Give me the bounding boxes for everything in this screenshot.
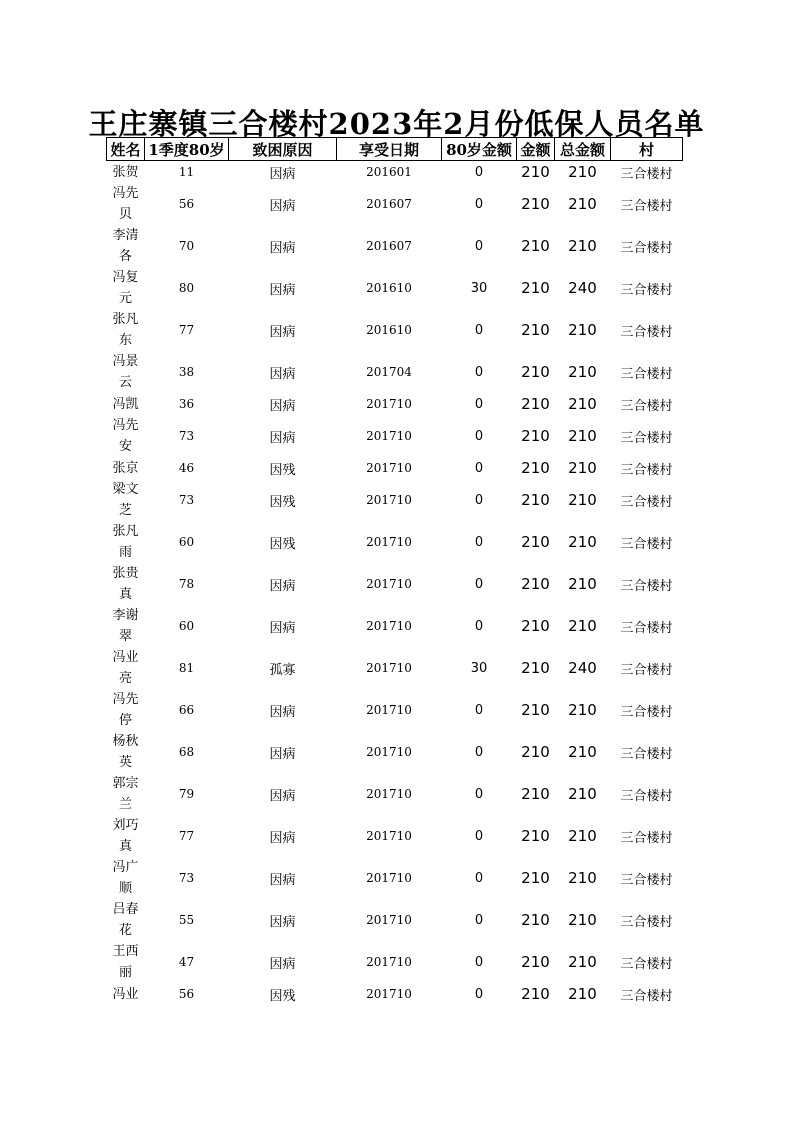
table-row (107, 309, 683, 351)
cell-name-part: 顺 (118, 881, 132, 896)
cell-reason: 因病 (269, 166, 296, 182)
cell-total: 210 (568, 363, 597, 381)
cell-date: 201710 (366, 987, 412, 1001)
cell-name-part: 兰 (118, 797, 132, 812)
cell-village: 三合楼村 (620, 746, 673, 762)
cell-village: 三合楼村 (620, 494, 673, 510)
cell-name (107, 479, 145, 521)
cell-amount: 210 (521, 869, 550, 887)
cell-name-part: 刘巧 (112, 818, 139, 833)
cell-date: 201610 (366, 281, 412, 295)
cell-name-part: 张凡 (112, 312, 139, 327)
cell-name-part: 云 (118, 375, 132, 390)
cell-village: 三合楼村 (620, 914, 673, 930)
cell-total: 210 (568, 911, 597, 929)
table-row (107, 731, 683, 773)
cell-q1: 36 (178, 397, 195, 411)
cell-reason: 因病 (269, 430, 296, 446)
cell-amount: 210 (521, 785, 550, 803)
cell-date: 201710 (366, 829, 412, 843)
cell-amount: 210 (521, 743, 550, 761)
cell-reason: 因残 (269, 494, 296, 510)
cell-reason: 因病 (269, 704, 296, 720)
cell-amount: 210 (521, 163, 550, 181)
cell-village: 三合楼村 (620, 788, 673, 804)
table-row (107, 941, 683, 983)
cell-q1: 73 (178, 871, 195, 885)
header-80-amount: 80岁金额 (442, 138, 517, 161)
cell-total: 210 (568, 743, 597, 761)
cell-reason: 因病 (269, 872, 296, 888)
cell-reason: 因病 (269, 956, 296, 972)
cell-name-part: 冯业 (112, 650, 139, 665)
cell-total: 210 (568, 575, 597, 593)
cell-total: 210 (568, 237, 597, 255)
cell-q1: 47 (178, 955, 195, 969)
cell-date: 201710 (366, 397, 412, 411)
cell-reason: 因病 (269, 788, 296, 804)
cell-village: 三合楼村 (620, 198, 673, 214)
cell-village: 三合楼村 (620, 462, 673, 478)
cell-amount: 210 (521, 617, 550, 635)
cell-reason: 因病 (269, 366, 296, 382)
cell-reason: 因病 (269, 746, 296, 762)
cell-name-part: 冯广 (112, 860, 139, 875)
cell-80-amount: 0 (474, 744, 484, 760)
cell-q1: 80 (178, 281, 195, 295)
cell-name-part: 李清 (112, 228, 139, 243)
cell-reason: 因病 (269, 830, 296, 846)
cell-q1: 60 (178, 619, 195, 633)
cell-name-part: 冯复 (112, 270, 139, 285)
table-row (107, 899, 683, 941)
cell-total: 210 (568, 321, 597, 339)
table-row (107, 815, 683, 857)
cell-name-part: 英 (118, 755, 132, 770)
table-row (107, 857, 683, 899)
table-row (107, 267, 683, 309)
header-q1-80: 1季度80岁 (145, 138, 229, 161)
cell-amount: 210 (521, 953, 550, 971)
cell-reason: 因病 (269, 620, 296, 636)
cell-q1: 70 (178, 239, 195, 253)
cell-village: 三合楼村 (620, 324, 673, 340)
cell-total: 210 (568, 617, 597, 635)
cell-total: 210 (568, 985, 597, 1003)
cell-name-part: 张凡 (112, 524, 139, 539)
cell-name (107, 267, 145, 309)
cell-name (107, 457, 145, 479)
cell-date: 201710 (366, 745, 412, 759)
cell-name-part: 元 (118, 291, 132, 306)
cell-village: 三合楼村 (620, 662, 673, 678)
cell-q1: 78 (178, 577, 195, 591)
cell-village: 三合楼村 (620, 704, 673, 720)
cell-80-amount: 30 (470, 660, 488, 676)
cell-name-part: 冯景 (112, 354, 139, 369)
cell-amount: 210 (521, 911, 550, 929)
cell-total: 210 (568, 459, 597, 477)
cell-amount: 210 (521, 195, 550, 213)
cell-name (107, 225, 145, 267)
cell-80-amount: 0 (474, 534, 484, 550)
table-row (107, 161, 683, 184)
cell-total: 210 (568, 701, 597, 719)
cell-name-part: 张贺 (112, 164, 139, 180)
cell-name (107, 647, 145, 689)
cell-total: 210 (568, 869, 597, 887)
cell-date: 201710 (366, 619, 412, 633)
cell-q1: 73 (178, 429, 195, 443)
table-row (107, 647, 683, 689)
cell-date: 201704 (366, 365, 412, 379)
table-row (107, 689, 683, 731)
table-row (107, 773, 683, 815)
cell-reason: 因残 (269, 462, 296, 478)
cell-name (107, 941, 145, 983)
cell-village: 三合楼村 (620, 536, 673, 552)
cell-village: 三合楼村 (620, 830, 673, 846)
cell-name (107, 773, 145, 815)
cell-name (107, 183, 145, 225)
cell-name (107, 393, 145, 415)
cell-name-part: 亮 (118, 671, 132, 686)
cell-village: 三合楼村 (620, 988, 673, 1004)
cell-village: 三合楼村 (620, 430, 673, 446)
table-header-row (107, 138, 683, 161)
cell-name-part: 雨 (118, 545, 132, 560)
cell-name-part: 梁文 (112, 482, 139, 497)
cell-q1: 11 (178, 165, 195, 179)
table-row (107, 415, 683, 457)
cell-q1: 79 (178, 787, 195, 801)
cell-amount: 210 (521, 491, 550, 509)
header-total: 总金额 (555, 138, 611, 161)
cell-total: 210 (568, 785, 597, 803)
cell-80-amount: 0 (474, 954, 484, 970)
cell-80-amount: 0 (474, 912, 484, 928)
cell-80-amount: 0 (474, 870, 484, 886)
cell-village: 三合楼村 (620, 166, 673, 182)
cell-80-amount: 0 (474, 460, 484, 476)
cell-name-part: 贝 (118, 207, 132, 222)
cell-amount: 210 (521, 363, 550, 381)
cell-name-part: 翠 (118, 629, 132, 644)
cell-amount: 210 (521, 279, 550, 297)
cell-amount: 210 (521, 659, 550, 677)
cell-date: 201710 (366, 535, 412, 549)
cell-date: 201610 (366, 323, 412, 337)
cell-name-part: 王西 (112, 944, 139, 959)
cell-village: 三合楼村 (620, 398, 673, 414)
header-date: 享受日期 (337, 138, 442, 161)
header-amount: 金额 (517, 138, 555, 161)
table-row (107, 225, 683, 267)
header-reason: 致困原因 (229, 138, 337, 161)
cell-name-part: 冯先 (112, 186, 139, 201)
cell-reason: 因病 (269, 398, 296, 414)
cell-q1: 73 (178, 493, 195, 507)
cell-name-part: 冯凯 (112, 396, 139, 412)
table-row (107, 183, 683, 225)
cell-q1: 55 (178, 913, 195, 927)
cell-80-amount: 30 (470, 280, 488, 296)
cell-q1: 38 (178, 365, 195, 379)
table-row (107, 351, 683, 393)
cell-village: 三合楼村 (620, 578, 673, 594)
cell-name-part: 停 (118, 713, 132, 728)
table-row (107, 521, 683, 563)
cell-name-part: 冯先 (112, 692, 139, 707)
cell-name-part: 芝 (118, 503, 132, 518)
cell-amount: 210 (521, 395, 550, 413)
cell-reason: 因病 (269, 240, 296, 256)
cell-total: 210 (568, 163, 597, 181)
cell-q1: 56 (178, 197, 195, 211)
cell-total: 210 (568, 427, 597, 445)
cell-q1: 77 (178, 829, 195, 843)
cell-name-part: 东 (118, 333, 132, 348)
cell-name (107, 563, 145, 605)
cell-name (107, 857, 145, 899)
table-row (107, 605, 683, 647)
cell-80-amount: 0 (474, 196, 484, 212)
cell-name-part: 杨秋 (112, 734, 139, 749)
cell-total: 240 (568, 659, 597, 677)
cell-name (107, 161, 145, 184)
header-village: 村 (611, 138, 683, 161)
cell-reason: 孤寡 (269, 662, 296, 678)
cell-total: 210 (568, 395, 597, 413)
cell-name-part: 真 (118, 587, 132, 602)
cell-village: 三合楼村 (620, 872, 673, 888)
cell-amount: 210 (521, 321, 550, 339)
cell-reason: 因病 (269, 282, 296, 298)
table-row (107, 983, 683, 1005)
cell-date: 201607 (366, 197, 412, 211)
cell-village: 三合楼村 (620, 620, 673, 636)
cell-amount: 210 (521, 575, 550, 593)
cell-amount: 210 (521, 533, 550, 551)
cell-date: 201710 (366, 955, 412, 969)
cell-date: 201710 (366, 703, 412, 717)
cell-name-part: 李谢 (112, 608, 139, 623)
cell-village: 三合楼村 (620, 240, 673, 256)
cell-80-amount: 0 (474, 986, 484, 1002)
cell-name-part: 花 (118, 923, 132, 938)
cell-amount: 210 (521, 427, 550, 445)
cell-total: 210 (568, 491, 597, 509)
cell-amount: 210 (521, 701, 550, 719)
cell-reason: 因残 (269, 988, 296, 1004)
table-row (107, 457, 683, 479)
cell-total: 210 (568, 533, 597, 551)
cell-80-amount: 0 (474, 828, 484, 844)
cell-name-part: 吕春 (112, 902, 139, 917)
cell-q1: 60 (178, 535, 195, 549)
cell-name (107, 983, 145, 1005)
cell-name-part: 丽 (118, 965, 132, 980)
cell-q1: 77 (178, 323, 195, 337)
cell-amount: 210 (521, 985, 550, 1003)
cell-date: 201710 (366, 871, 412, 885)
cell-q1: 81 (178, 661, 195, 675)
cell-amount: 210 (521, 237, 550, 255)
cell-q1: 68 (178, 745, 195, 759)
cell-name-part: 冯业 (112, 986, 139, 1002)
cell-date: 201710 (366, 429, 412, 443)
table-row (107, 479, 683, 521)
cell-date: 201710 (366, 913, 412, 927)
cell-name (107, 415, 145, 457)
cell-total: 240 (568, 279, 597, 297)
cell-80-amount: 0 (474, 786, 484, 802)
cell-name-part: 真 (118, 839, 132, 854)
cell-name-part: 冯先 (112, 418, 139, 433)
cell-name (107, 309, 145, 351)
cell-name (107, 731, 145, 773)
cell-name-part: 张京 (112, 460, 139, 476)
cell-reason: 因病 (269, 578, 296, 594)
cell-amount: 210 (521, 459, 550, 477)
cell-name-part: 安 (118, 439, 132, 454)
cell-name-part: 各 (118, 249, 132, 264)
cell-date: 201710 (366, 661, 412, 675)
cell-80-amount: 0 (474, 164, 484, 180)
cell-date: 201710 (366, 787, 412, 801)
cell-amount: 210 (521, 827, 550, 845)
cell-name (107, 521, 145, 563)
cell-80-amount: 0 (474, 428, 484, 444)
cell-q1: 56 (178, 987, 195, 1001)
cell-name (107, 899, 145, 941)
table-body (107, 161, 683, 1006)
cell-80-amount: 0 (474, 492, 484, 508)
header-name: 姓名 (107, 138, 145, 161)
cell-q1: 46 (178, 461, 195, 475)
cell-date: 201710 (366, 461, 412, 475)
cell-total: 210 (568, 827, 597, 845)
cell-village: 三合楼村 (620, 956, 673, 972)
cell-total: 210 (568, 195, 597, 213)
cell-80-amount: 0 (474, 364, 484, 380)
cell-name (107, 605, 145, 647)
recipients-table (106, 137, 683, 1005)
table-row (107, 563, 683, 605)
cell-village: 三合楼村 (620, 366, 673, 382)
cell-80-amount: 0 (474, 576, 484, 592)
cell-date: 201601 (366, 165, 412, 179)
cell-date: 201607 (366, 239, 412, 253)
cell-reason: 因病 (269, 198, 296, 214)
cell-reason: 因病 (269, 324, 296, 340)
cell-name (107, 351, 145, 393)
cell-date: 201710 (366, 577, 412, 591)
cell-date: 201710 (366, 493, 412, 507)
table-row (107, 393, 683, 415)
cell-80-amount: 0 (474, 238, 484, 254)
cell-name (107, 689, 145, 731)
cell-total: 210 (568, 953, 597, 971)
page-title: 王庄寨镇三合楼村2023年2月份低保人员名单 (88, 107, 705, 141)
cell-reason: 因残 (269, 536, 296, 552)
cell-80-amount: 0 (474, 618, 484, 634)
cell-name-part: 郭宗 (112, 776, 139, 791)
cell-q1: 66 (178, 703, 195, 717)
cell-80-amount: 0 (474, 322, 484, 338)
cell-name (107, 815, 145, 857)
cell-village: 三合楼村 (620, 282, 673, 298)
cell-80-amount: 0 (474, 702, 484, 718)
cell-name-part: 张贵 (112, 566, 139, 581)
cell-reason: 因病 (269, 914, 296, 930)
cell-80-amount: 0 (474, 396, 484, 412)
